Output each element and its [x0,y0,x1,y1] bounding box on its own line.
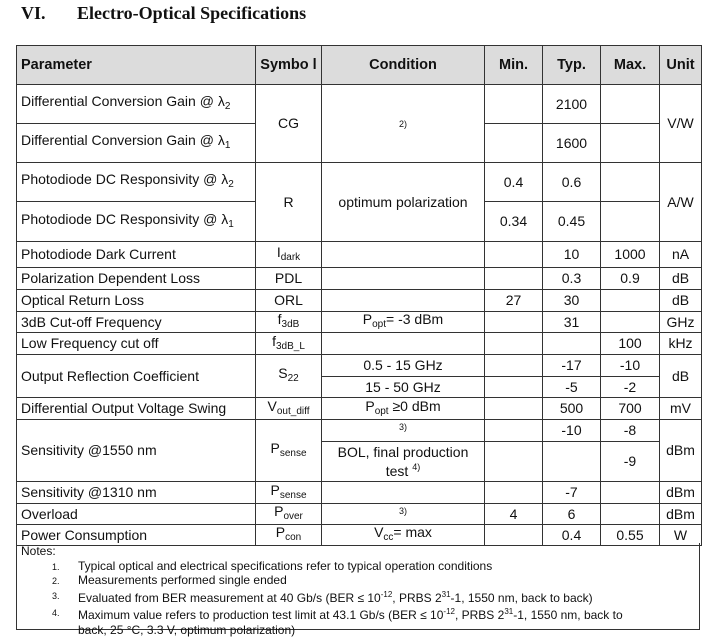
condition-subscript: opt [374,405,389,417]
condition-cell [322,398,485,420]
table-row [17,504,702,525]
note-text: Typical optical and electrical specifications refer to typical operation conditions [78,558,493,573]
symbol-cell [256,398,322,420]
note-text: Maximum value refers to production test limit at 43.1 Gb/s (BER ≤ 10 [78,608,444,622]
footnote-ref: 2) [398,119,407,129]
note-text: , PRBS 2 [454,608,505,622]
symbol-subscript: sense [279,489,307,501]
min-cell: 27 [485,290,543,312]
parameter-text: Differential Conversion Gain @ λ [21,93,225,109]
table-header-row [17,46,702,85]
footnote-ref: 3) [398,506,407,516]
min-cell [485,312,543,333]
parameter-cell: Differential Output Voltage Swing [17,398,256,420]
unit-cell: kHz [660,333,702,355]
typ-cell: -10 [543,420,601,442]
unit-cell: GHz [660,312,702,333]
max-cell [601,124,660,163]
unit-cell: dB [660,268,702,290]
typ-cell: 500 [543,398,601,420]
parameter-cell [17,163,256,202]
header-typ: Typ. [543,46,601,85]
parameter-subscript: 2 [228,179,234,190]
max-cell: 0.9 [601,268,660,290]
symbol-cell: PDL [256,268,322,290]
symbol-subscript: out_diff [276,405,310,417]
condition-cell [322,312,485,333]
max-cell: 0.55 [601,525,660,546]
section-number: VI. [21,3,46,23]
condition-cell: optimum polarization [322,163,485,242]
min-cell [485,420,543,442]
typ-cell: 30 [543,290,601,312]
symbol-cell [256,333,322,355]
symbol-cell [256,420,322,482]
note-text: Measurements performed single ended [78,573,287,587]
typ-cell: 2100 [543,85,601,124]
parameter-cell: 3dB Cut-off Frequency [17,312,256,333]
condition-cell [322,482,485,504]
symbol-text: P [275,524,286,540]
parameter-text: Photodiode DC Responsivity @ λ [21,171,229,187]
note-text: -1, 1550 nm, back to back, 25 °C, 3.3 V, optimum polarization) [78,608,623,637]
condition-text: V [374,524,384,540]
typ-cell: 31 [543,312,601,333]
min-cell [485,333,543,355]
unit-cell: dBm [660,420,702,482]
symbol-text: S [278,365,288,381]
typ-cell [543,442,601,482]
condition-rest: = max [393,524,432,540]
typ-cell: -5 [543,377,601,398]
note-number: 2. [52,576,60,586]
symbol-cell: CG [256,85,322,163]
footnote-ref: 4) [412,461,421,472]
min-cell [485,268,543,290]
symbol-cell [256,504,322,525]
unit-cell: dB [660,355,702,398]
unit-cell: V/W [660,85,702,163]
parameter-cell: Photodiode Dark Current [17,242,256,268]
condition-text: P [362,311,373,327]
symbol-subscript: over [283,511,303,522]
unit-cell: nA [660,242,702,268]
max-cell: 100 [601,333,660,355]
parameter-cell [17,124,256,163]
unit-cell: A/W [660,163,702,242]
symbol-subscript: 3dB [281,319,300,330]
min-cell [485,85,543,124]
parameter-cell [17,202,256,242]
symbol-subscript: sense [279,447,307,459]
condition-subscript: cc [383,532,394,543]
symbol-cell [256,242,322,268]
typ-cell: 6 [543,504,601,525]
table-row [17,398,702,420]
parameter-cell: Overload [17,504,256,525]
max-cell: 700 [601,398,660,420]
section-title-text: Electro-Optical Specifications [77,3,307,23]
unit-cell: W [660,525,702,546]
condition-cell [322,333,485,355]
max-cell: -10 [601,355,660,377]
typ-cell: 1600 [543,124,601,163]
typ-cell: -7 [543,482,601,504]
note-item [21,605,638,637]
min-cell [485,482,543,504]
notes-label: Notes: [21,544,56,558]
typ-cell [543,333,601,355]
min-cell [485,442,543,482]
condition-cell [322,85,485,163]
condition-text: BOL, final production test [337,443,469,479]
note-item [21,588,695,606]
parameter-cell: Low Frequency cut off [17,333,256,355]
symbol-subscript: 22 [287,373,299,384]
symbol-cell: ORL [256,290,322,312]
min-cell [485,377,543,398]
symbol-cell [256,355,322,398]
max-cell: -8 [601,420,660,442]
symbol-text: P [270,481,280,498]
max-cell: 1000 [601,242,660,268]
max-cell: -9 [601,442,660,482]
min-cell: 0.4 [485,163,543,202]
condition-rest: = -3 dBm [386,311,444,327]
symbol-cell: R [256,163,322,242]
table-row [17,242,702,268]
unit-cell: dBm [660,482,702,504]
parameter-cell: Polarization Dependent Loss [17,268,256,290]
table-row [17,420,702,442]
notes-list [21,559,695,638]
condition-cell: 15 - 50 GHz [322,377,485,398]
symbol-cell [256,482,322,504]
notes-box [16,543,700,637]
parameter-cell: Optical Return Loss [17,290,256,312]
table-row [17,333,702,355]
note-item [21,559,695,574]
electro-optical-spec-table [16,45,702,546]
max-cell [601,290,660,312]
parameter-text: Differential Conversion Gain @ λ [21,132,225,148]
max-cell [601,312,660,333]
note-exponent: 31 [504,607,514,616]
condition-subscript: opt [372,319,387,330]
note-number: 1. [52,561,60,572]
condition-text: P [365,397,375,414]
table-row [17,290,702,312]
note-text: , PRBS 2 [392,590,442,605]
typ-cell: 0.4 [543,525,601,546]
max-cell [601,202,660,242]
symbol-text: P [270,439,280,456]
condition-cell [322,504,485,525]
parameter-text: Photodiode DC Responsivity @ λ [21,210,229,227]
min-cell: 0.34 [485,202,543,242]
note-item [21,573,695,588]
symbol-text: f [272,332,276,349]
max-cell: -2 [601,377,660,398]
symbol-text: f [277,311,282,327]
parameter-cell: Sensitivity @1550 nm [17,420,256,482]
header-max: Max. [601,46,660,85]
header-symbol: Symbo l [256,46,322,85]
typ-cell: -17 [543,355,601,377]
symbol-subscript: dark [280,251,301,263]
symbol-subscript: con [285,532,302,543]
max-cell [601,163,660,202]
table-row [17,85,702,124]
max-cell [601,504,660,525]
table-row [17,163,702,202]
parameter-cell: Sensitivity @1310 nm [17,482,256,504]
condition-cell [322,242,485,268]
typ-cell: 10 [543,242,601,268]
section-title [21,3,306,24]
symbol-cell [256,312,322,333]
parameter-subscript: 2 [224,101,231,112]
condition-cell [322,268,485,290]
condition-rest: ≥0 dBm [388,397,441,414]
note-exponent: 31 [441,589,451,599]
table-row [17,482,702,504]
note-number: 4. [52,608,60,618]
note-text: Evaluated from BER measurement at 40 Gb/s (BER ≤ 10 [78,590,381,605]
parameter-subscript: 1 [228,218,234,230]
min-cell [485,242,543,268]
table-row [17,355,702,377]
symbol-text: I [276,243,281,260]
note-exponent: -12 [380,589,393,599]
parameter-subscript: 1 [224,140,231,151]
header-unit: Unit [660,46,702,85]
note-number: 3. [52,590,60,601]
symbol-text: V [267,397,277,414]
condition-cell: 0.5 - 15 GHz [322,355,485,377]
max-cell [601,85,660,124]
footnote-ref: 3) [398,422,407,432]
symbol-subscript: 3dB_L [275,340,305,352]
min-cell [485,355,543,377]
header-condition: Condition [322,46,485,85]
condition-cell [322,420,485,442]
table-row [17,268,702,290]
parameter-cell [17,85,256,124]
unit-cell: dB [660,290,702,312]
min-cell [485,124,543,163]
symbol-text: P [274,503,284,519]
typ-cell: 0.3 [543,268,601,290]
table-row [17,312,702,333]
condition-cell [322,442,485,482]
header-parameter: Parameter [17,46,256,85]
note-text: -1, 1550 nm, back to back) [450,590,593,605]
header-min: Min. [485,46,543,85]
min-cell: 4 [485,504,543,525]
unit-cell: dBm [660,504,702,525]
parameter-cell: Output Reflection Coefficient [17,355,256,398]
condition-cell [322,290,485,312]
max-cell [601,482,660,504]
parameter-cell: Power Consumption [17,525,256,546]
typ-cell: 0.6 [543,163,601,202]
min-cell [485,398,543,420]
note-exponent: -12 [443,607,455,616]
unit-cell: mV [660,398,702,420]
typ-cell: 0.45 [543,202,601,242]
